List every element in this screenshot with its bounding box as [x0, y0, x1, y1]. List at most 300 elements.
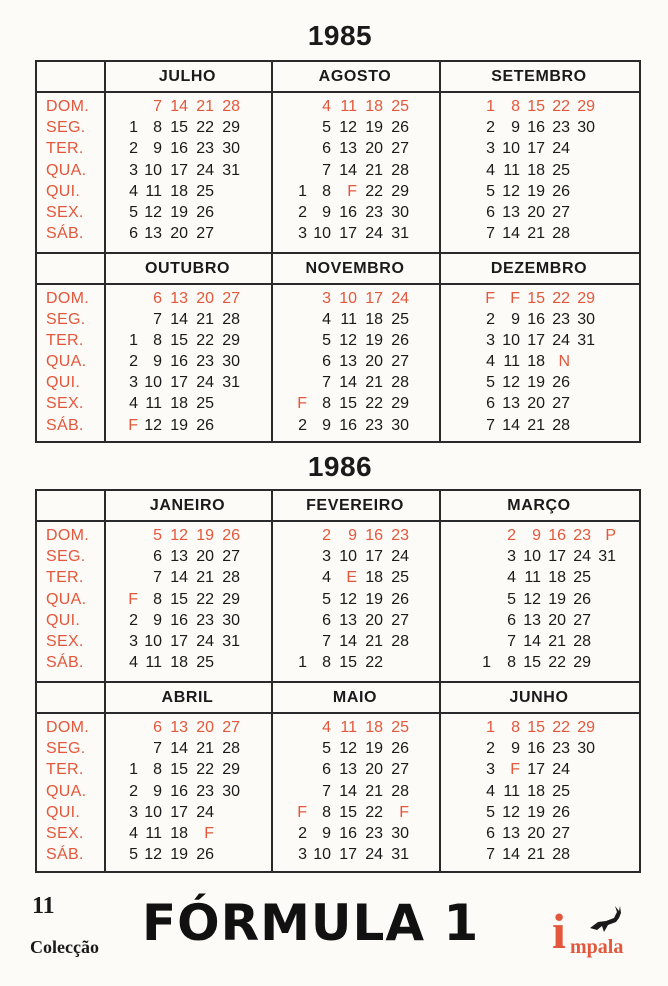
date-cell: 21 — [527, 225, 545, 243]
day-names — [37, 714, 104, 865]
date-cell: 25 — [552, 782, 570, 800]
date-cell: 12 — [339, 590, 357, 608]
date-cell: 18 — [170, 395, 188, 413]
date-cell: 18 — [365, 569, 383, 587]
weekday-row — [439, 802, 639, 823]
date-cell: 24 — [391, 548, 409, 566]
date-cell: F — [297, 803, 307, 821]
weekday-row — [104, 823, 271, 844]
month-name: MARÇO — [439, 491, 639, 522]
weekday-row — [104, 546, 271, 567]
date-cell: 1 — [486, 719, 495, 736]
weekday-row — [104, 160, 271, 181]
date-cell: 27 — [222, 548, 240, 566]
date-cell: 22 — [365, 654, 383, 672]
date-cell: 13 — [170, 289, 188, 307]
date-cell: 14 — [339, 161, 357, 179]
day-name: TER. — [46, 331, 84, 349]
weekday-row — [271, 525, 439, 546]
date-cell: 26 — [391, 119, 409, 137]
weekday-row — [104, 631, 271, 652]
date-cell: 14 — [170, 569, 188, 587]
day-name: SEG. — [46, 548, 86, 566]
date-cell: 8 — [511, 98, 520, 115]
date-cell: 17 — [548, 548, 566, 566]
date-cell: 14 — [523, 632, 541, 650]
date-cell: 18 — [365, 98, 383, 115]
date-cell: 12 — [502, 182, 520, 200]
date-cell: 17 — [170, 374, 188, 392]
date-cell: 22 — [548, 654, 566, 672]
date-cell: F — [347, 182, 357, 200]
date-cell: 17 — [339, 225, 357, 243]
day-name: DOM. — [46, 527, 89, 544]
date-cell: 2 — [322, 527, 331, 544]
month-name: DEZEMBRO — [439, 254, 639, 285]
date-cell: 16 — [339, 203, 357, 221]
header-spacer — [37, 254, 104, 285]
weekday-row — [271, 546, 439, 567]
weekday-row — [104, 372, 271, 393]
date-cell: 14 — [502, 225, 520, 243]
day-name: QUI. — [46, 182, 81, 200]
date-cell: 31 — [222, 374, 240, 392]
date-cell: 11 — [145, 824, 162, 842]
date-cell: 30 — [577, 119, 595, 137]
weekday-row — [104, 844, 271, 865]
date-cell: 15 — [170, 331, 188, 349]
date-cell: 3 — [322, 548, 331, 566]
month-name: JULHO — [104, 62, 271, 93]
weekday-row — [271, 138, 439, 159]
day-name: DOM. — [46, 719, 89, 736]
date-cell: 29 — [577, 719, 595, 736]
date-cell: 27 — [552, 203, 570, 221]
date-cell: 20 — [365, 140, 383, 158]
day-name: SÁB. — [46, 846, 84, 864]
date-cell: 20 — [527, 395, 545, 413]
date-cell: 8 — [153, 331, 162, 349]
date-cell: 16 — [339, 416, 357, 434]
date-cell: 2 — [486, 740, 495, 758]
date-cell: F — [510, 761, 520, 779]
date-cell: 9 — [511, 740, 520, 758]
date-cell: 15 — [339, 803, 357, 821]
date-cell: 4 — [322, 310, 331, 328]
weekday-row — [439, 781, 639, 802]
date-cell: 15 — [339, 395, 357, 413]
date-cell: 3 — [322, 289, 331, 307]
quarter-row — [37, 491, 639, 681]
day-name: SÁB. — [46, 416, 84, 434]
date-cell: 21 — [196, 569, 214, 587]
date-cell: 20 — [170, 225, 188, 243]
date-cell: 31 — [222, 161, 240, 179]
weekday-row — [271, 96, 439, 117]
date-cell: 25 — [391, 98, 409, 115]
day-names — [37, 285, 104, 436]
weekday-row — [271, 288, 439, 309]
date-cell: 1 — [298, 654, 307, 672]
date-cell: 14 — [170, 98, 188, 115]
date-cell: 22 — [365, 182, 383, 200]
date-cell: 21 — [527, 846, 545, 864]
date-cell: 15 — [523, 654, 541, 672]
date-cell: 12 — [339, 331, 357, 349]
date-cell: 9 — [532, 527, 541, 544]
quarter-row — [37, 62, 639, 252]
date-cell: 8 — [153, 761, 162, 779]
quarter-row — [37, 681, 639, 873]
date-cell: 17 — [365, 548, 383, 566]
date-cell: F — [128, 590, 138, 608]
weekday-row — [439, 823, 639, 844]
formula-1-title: FÓRMULA 1 — [142, 894, 480, 952]
date-cell: 27 — [391, 761, 409, 779]
weekday-row — [439, 610, 639, 631]
day-name: QUA. — [46, 782, 87, 800]
date-cell: 16 — [527, 310, 545, 328]
date-cell: 27 — [222, 289, 240, 307]
date-cell: 8 — [322, 803, 331, 821]
weekday-row — [439, 525, 639, 546]
date-cell: 2 — [129, 611, 138, 629]
weekday-row — [439, 351, 639, 372]
date-cell: 28 — [573, 632, 591, 650]
date-cell: 7 — [153, 569, 162, 587]
date-cell: 2 — [486, 119, 495, 137]
weekday-row — [104, 351, 271, 372]
date-cell: 19 — [548, 590, 566, 608]
date-cell: 3 — [298, 846, 307, 864]
date-cell: 9 — [348, 527, 357, 544]
date-cell: 27 — [391, 140, 409, 158]
date-cell: 10 — [339, 548, 357, 566]
date-cell: 27 — [196, 225, 214, 243]
date-cell: 1 — [482, 654, 491, 672]
weekday-row — [271, 652, 439, 673]
date-cell: 10 — [339, 289, 357, 307]
date-cell: 11 — [524, 569, 541, 587]
date-cell: 20 — [548, 611, 566, 629]
weekday-row — [271, 567, 439, 588]
date-cell: 28 — [222, 740, 240, 758]
day-grid — [271, 714, 439, 865]
weekday-row — [439, 567, 639, 588]
day-name: QUA. — [46, 590, 87, 608]
date-cell: 11 — [145, 182, 162, 200]
date-cell: 6 — [486, 395, 495, 413]
date-cell: 28 — [222, 98, 240, 115]
weekday-row — [104, 802, 271, 823]
date-cell: 7 — [486, 225, 495, 243]
date-cell: 2 — [129, 782, 138, 800]
date-cell: 10 — [502, 140, 520, 158]
date-cell: 30 — [391, 203, 409, 221]
weekday-row — [104, 181, 271, 202]
date-cell: 22 — [365, 395, 383, 413]
date-cell: 19 — [527, 182, 545, 200]
weekday-row — [104, 288, 271, 309]
date-cell: 27 — [391, 353, 409, 371]
date-cell: 30 — [391, 824, 409, 842]
date-cell: 15 — [527, 719, 545, 736]
date-cell: 8 — [153, 119, 162, 137]
weekday-row — [271, 309, 439, 330]
month-junho — [439, 683, 639, 873]
date-cell: 18 — [527, 782, 545, 800]
date-cell: 10 — [144, 161, 162, 179]
date-cell: 11 — [145, 654, 162, 672]
date-cell: 27 — [552, 395, 570, 413]
date-cell: 20 — [365, 611, 383, 629]
date-cell: 4 — [129, 182, 138, 200]
date-cell: P — [605, 527, 616, 544]
weekday-row — [271, 781, 439, 802]
date-cell: 4 — [129, 395, 138, 413]
day-name: TER. — [46, 761, 84, 779]
date-cell: 16 — [170, 140, 188, 158]
date-cell: 24 — [573, 548, 591, 566]
date-cell: 21 — [196, 740, 214, 758]
date-cell: F — [485, 289, 495, 307]
day-grid — [439, 714, 639, 865]
year-title-1986: 1986 — [307, 451, 373, 482]
day-grid — [271, 522, 439, 673]
weekday-row — [271, 589, 439, 610]
date-cell: 10 — [523, 548, 541, 566]
date-cell: 16 — [339, 824, 357, 842]
date-cell: 7 — [322, 161, 331, 179]
date-cell: 11 — [340, 310, 357, 328]
day-names-column — [37, 683, 106, 873]
date-cell: 3 — [507, 548, 516, 566]
date-cell: 3 — [486, 761, 495, 779]
date-cell: 12 — [144, 416, 162, 434]
date-cell: 4 — [129, 654, 138, 672]
date-cell: 9 — [322, 824, 331, 842]
date-cell: 20 — [365, 353, 383, 371]
day-grid — [271, 93, 439, 244]
weekday-row — [439, 631, 639, 652]
weekday-row — [104, 652, 271, 673]
month-name: AGOSTO — [271, 62, 439, 93]
date-cell: 19 — [170, 846, 188, 864]
date-cell: 25 — [196, 395, 214, 413]
date-cell: 24 — [196, 803, 214, 821]
weekday-row — [104, 393, 271, 414]
date-cell: 21 — [365, 374, 383, 392]
day-grid — [271, 285, 439, 436]
weekday-row — [104, 589, 271, 610]
date-cell: 21 — [196, 310, 214, 328]
date-cell: 18 — [527, 353, 545, 371]
date-cell: 28 — [222, 310, 240, 328]
date-cell: 5 — [153, 527, 162, 544]
month-name: NOVEMBRO — [271, 254, 439, 285]
date-cell: 18 — [170, 654, 188, 672]
date-cell: 4 — [129, 824, 138, 842]
weekday-row — [439, 202, 639, 223]
date-cell: 10 — [144, 374, 162, 392]
date-cell: 23 — [196, 140, 214, 158]
day-name: SEG. — [46, 119, 86, 137]
date-cell: 13 — [339, 761, 357, 779]
weekday-row — [439, 717, 639, 738]
header-spacer — [37, 62, 104, 93]
date-cell: 5 — [322, 740, 331, 758]
date-cell: 3 — [486, 331, 495, 349]
date-cell: 17 — [170, 161, 188, 179]
month-name: ABRIL — [104, 683, 271, 714]
header-spacer — [37, 683, 104, 714]
date-cell: 20 — [196, 289, 214, 307]
date-cell: 2 — [486, 310, 495, 328]
date-cell: 26 — [391, 331, 409, 349]
weekday-row — [104, 738, 271, 759]
date-cell: 25 — [196, 182, 214, 200]
date-cell: F — [510, 289, 520, 307]
date-cell: 8 — [322, 395, 331, 413]
date-cell: 29 — [391, 395, 409, 413]
weekday-row — [271, 181, 439, 202]
date-cell: 12 — [144, 846, 162, 864]
date-cell: 2 — [298, 824, 307, 842]
date-cell: 1 — [129, 761, 138, 779]
date-cell: 19 — [365, 331, 383, 349]
date-cell: 18 — [170, 182, 188, 200]
weekday-row — [271, 372, 439, 393]
date-cell: 29 — [573, 654, 591, 672]
date-cell: 7 — [507, 632, 516, 650]
date-cell: 6 — [322, 611, 331, 629]
date-cell: 19 — [365, 119, 383, 137]
date-cell: 23 — [391, 527, 409, 544]
weekday-row — [439, 372, 639, 393]
date-cell: 20 — [196, 548, 214, 566]
weekday-row — [271, 823, 439, 844]
date-cell: 24 — [365, 846, 383, 864]
day-grid — [439, 285, 639, 436]
weekday-row — [271, 844, 439, 865]
date-cell: 1 — [486, 98, 495, 115]
day-grid — [104, 522, 271, 673]
date-cell: F — [399, 803, 409, 821]
date-cell: 26 — [391, 740, 409, 758]
weekday-row — [439, 138, 639, 159]
date-cell: 27 — [573, 611, 591, 629]
date-cell: 18 — [365, 310, 383, 328]
weekday-row — [104, 525, 271, 546]
day-name: TER. — [46, 140, 84, 158]
date-cell: 15 — [170, 119, 188, 137]
date-cell: 5 — [322, 590, 331, 608]
date-cell: 28 — [391, 161, 409, 179]
date-cell: 29 — [222, 119, 240, 137]
date-cell: 2 — [129, 140, 138, 158]
date-cell: 23 — [365, 824, 383, 842]
date-cell: 28 — [391, 782, 409, 800]
date-cell: 9 — [153, 140, 162, 158]
weekday-row — [439, 738, 639, 759]
day-name: SEG. — [46, 310, 86, 328]
date-cell: 17 — [170, 803, 188, 821]
month-janeiro — [104, 491, 273, 681]
date-cell: 29 — [577, 289, 595, 307]
weekday-row — [271, 393, 439, 414]
date-cell: 9 — [153, 353, 162, 371]
date-cell: 22 — [196, 331, 214, 349]
date-cell: 11 — [340, 98, 357, 115]
date-cell: 7 — [322, 374, 331, 392]
date-cell: 24 — [552, 761, 570, 779]
weekday-row — [271, 631, 439, 652]
date-cell: 13 — [339, 140, 357, 158]
date-cell: 30 — [577, 310, 595, 328]
weekday-row — [439, 160, 639, 181]
date-cell: 10 — [144, 803, 162, 821]
date-cell: 1 — [129, 331, 138, 349]
date-cell: 14 — [339, 374, 357, 392]
month-fevereiro — [271, 491, 441, 681]
date-cell: 4 — [507, 569, 516, 587]
date-cell: 31 — [598, 548, 616, 566]
date-cell: 10 — [313, 225, 331, 243]
date-cell: 21 — [365, 782, 383, 800]
date-cell: 26 — [391, 590, 409, 608]
month-maio — [271, 683, 441, 873]
date-cell: 28 — [391, 632, 409, 650]
date-cell: 14 — [502, 416, 520, 434]
date-cell: 11 — [503, 161, 520, 179]
weekday-row — [439, 309, 639, 330]
date-cell: 26 — [196, 203, 214, 221]
date-cell: 8 — [322, 654, 331, 672]
date-cell: 17 — [339, 846, 357, 864]
weekday-row — [439, 393, 639, 414]
date-cell: 13 — [170, 719, 188, 736]
date-cell: 19 — [527, 803, 545, 821]
month-name: OUTUBRO — [104, 254, 271, 285]
day-name: SEX. — [46, 632, 84, 650]
day-names-column — [37, 491, 106, 681]
date-cell: 6 — [322, 761, 331, 779]
month-name: SETEMBRO — [439, 62, 639, 93]
date-cell: 14 — [170, 740, 188, 758]
date-cell: 7 — [486, 846, 495, 864]
date-cell: 17 — [527, 761, 545, 779]
day-name: DOM. — [46, 98, 89, 115]
weekday-row — [271, 202, 439, 223]
impala-deer-icon — [586, 902, 626, 936]
date-cell: 5 — [322, 331, 331, 349]
day-name: SEX. — [46, 203, 84, 221]
date-cell: 30 — [391, 416, 409, 434]
month-name: JUNHO — [439, 683, 639, 714]
date-cell: 30 — [577, 740, 595, 758]
date-cell: 11 — [340, 719, 357, 736]
date-cell: 25 — [391, 569, 409, 587]
day-grid — [104, 285, 271, 436]
date-cell: N — [558, 353, 570, 371]
date-cell: 26 — [222, 527, 240, 544]
date-cell: 3 — [129, 374, 138, 392]
weekday-row — [104, 759, 271, 780]
day-names — [37, 93, 104, 244]
date-cell: 12 — [523, 590, 541, 608]
day-name: SEX. — [46, 824, 84, 842]
date-cell: 22 — [552, 289, 570, 307]
